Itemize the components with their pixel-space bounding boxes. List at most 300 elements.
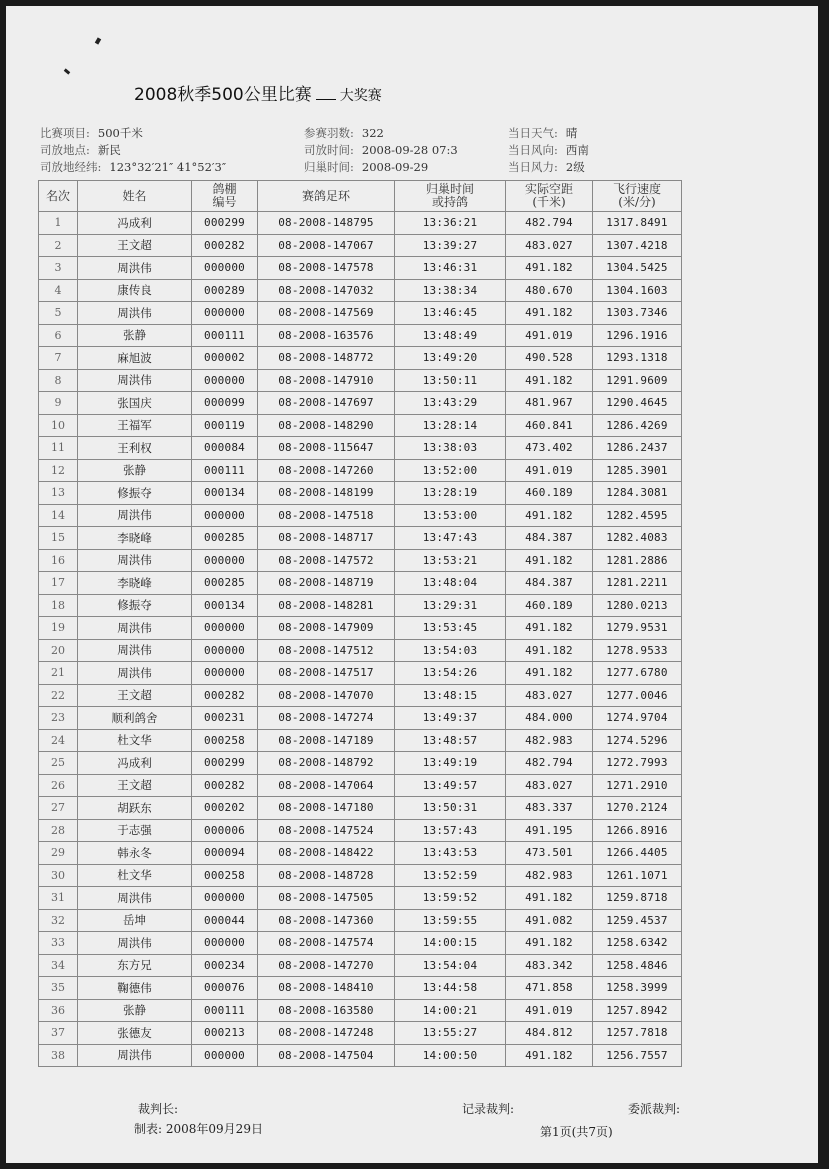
table-cell: 13:49:19 [395, 752, 506, 775]
table-cell: 1274.5296 [593, 729, 682, 752]
table-row [39, 347, 682, 370]
table-cell: 000094 [192, 842, 258, 865]
table-cell: 2 [39, 234, 78, 257]
results-table [38, 180, 682, 1067]
table-cell: 13:38:34 [395, 279, 506, 302]
table-cell: 000213 [192, 1022, 258, 1045]
table-cell: 周洪伟 [78, 257, 192, 280]
table-cell: 13:57:43 [395, 819, 506, 842]
table-cell: 490.528 [506, 347, 593, 370]
table-cell: 30 [39, 864, 78, 887]
table-cell: 25 [39, 752, 78, 775]
table-cell: 周洪伟 [78, 932, 192, 955]
table-cell: 08-2008-148410 [258, 977, 395, 1000]
table-cell: 杜文华 [78, 864, 192, 887]
table-cell: 27 [39, 797, 78, 820]
table-cell: 08-2008-147517 [258, 662, 395, 685]
table-row [39, 662, 682, 685]
table-cell: 000002 [192, 347, 258, 370]
table-row [39, 504, 682, 527]
info-release-site: 司放地点: 新民 [40, 143, 121, 157]
table-cell: 13:50:11 [395, 369, 506, 392]
table-cell: 1271.2910 [593, 774, 682, 797]
title-main: 2008秋季500公里比赛 [134, 85, 312, 105]
table-row [39, 437, 682, 460]
table-row [39, 999, 682, 1022]
table-cell: 08-2008-147910 [258, 369, 395, 392]
table-row [39, 572, 682, 595]
table-cell: 1279.9531 [593, 617, 682, 640]
table-cell: 000299 [192, 752, 258, 775]
table-row [39, 1022, 682, 1045]
table-cell: 14:00:15 [395, 932, 506, 955]
table-cell: 13:48:04 [395, 572, 506, 595]
table-cell: 1282.4083 [593, 527, 682, 550]
info-release-time: 司放时间: 2008-09-28 07:3 [304, 143, 458, 157]
table-cell: 1307.4218 [593, 234, 682, 257]
table-row [39, 527, 682, 550]
table-row [39, 932, 682, 955]
table-cell: 473.501 [506, 842, 593, 865]
table-cell: 000258 [192, 729, 258, 752]
table-cell: 24 [39, 729, 78, 752]
table-cell: 13:49:37 [395, 707, 506, 730]
table-cell: 1266.8916 [593, 819, 682, 842]
table-cell: 1257.8942 [593, 999, 682, 1022]
table-cell: 张国庆 [78, 392, 192, 415]
table-cell: 23 [39, 707, 78, 730]
table-cell: 491.182 [506, 1044, 593, 1067]
table-cell: 000258 [192, 864, 258, 887]
table-cell: 周洪伟 [78, 639, 192, 662]
table-cell: 13:53:21 [395, 549, 506, 572]
column-header: 实际空距 (千米) [506, 181, 593, 212]
table-cell: 08-2008-147569 [258, 302, 395, 325]
table-cell: 000289 [192, 279, 258, 302]
page-title [134, 80, 382, 105]
table-cell: 000282 [192, 684, 258, 707]
table-row [39, 639, 682, 662]
table-cell: 000000 [192, 887, 258, 910]
table-row [39, 887, 682, 910]
table-cell: 21 [39, 662, 78, 685]
table-cell: 000234 [192, 954, 258, 977]
table-cell: 000044 [192, 909, 258, 932]
table-cell: 29 [39, 842, 78, 865]
table-cell: 1277.6780 [593, 662, 682, 685]
column-header: 姓名 [78, 181, 192, 212]
table-cell: 冯成利 [78, 212, 192, 235]
table-cell: 1 [39, 212, 78, 235]
table-cell: 13:44:58 [395, 977, 506, 1000]
table-cell: 491.082 [506, 909, 593, 932]
table-cell: 周洪伟 [78, 617, 192, 640]
table-cell: 周洪伟 [78, 1044, 192, 1067]
table-cell: 顺利鸽舍 [78, 707, 192, 730]
table-cell: 13:43:29 [395, 392, 506, 415]
table-cell: 康传良 [78, 279, 192, 302]
info-return-time: 归巢时间: 2008-09-29 [304, 160, 429, 174]
info-wind-direction: 当日风向: 西南 [508, 143, 589, 157]
table-cell: 1317.8491 [593, 212, 682, 235]
table-row [39, 459, 682, 482]
table-row [39, 549, 682, 572]
column-header: 赛鸽足环 [258, 181, 395, 212]
table-cell: 22 [39, 684, 78, 707]
table-cell: 000282 [192, 774, 258, 797]
table-cell: 08-2008-147274 [258, 707, 395, 730]
table-cell: 08-2008-147032 [258, 279, 395, 302]
table-cell: 13:46:31 [395, 257, 506, 280]
table-cell: 13:48:49 [395, 324, 506, 347]
table-cell: 东方兄 [78, 954, 192, 977]
table-cell: 483.342 [506, 954, 593, 977]
table-cell: 8 [39, 369, 78, 392]
table-cell: 08-2008-148728 [258, 864, 395, 887]
table-cell: 王福军 [78, 414, 192, 437]
table-row [39, 1044, 682, 1067]
table-row [39, 369, 682, 392]
table-cell: 13:52:00 [395, 459, 506, 482]
table-cell: 000134 [192, 594, 258, 617]
table-cell: 460.189 [506, 482, 593, 505]
table-cell: 483.027 [506, 234, 593, 257]
table-cell: 13:53:45 [395, 617, 506, 640]
table-cell: 482.794 [506, 752, 593, 775]
table-cell: 000202 [192, 797, 258, 820]
table-cell: 张静 [78, 324, 192, 347]
table-cell: 1261.1071 [593, 864, 682, 887]
recording-referee-label: 记录裁判: [462, 1102, 515, 1116]
table-cell: 08-2008-147070 [258, 684, 395, 707]
table-cell: 张静 [78, 459, 192, 482]
table-cell: 1272.7993 [593, 752, 682, 775]
table-cell: 张静 [78, 999, 192, 1022]
table-cell: 5 [39, 302, 78, 325]
table-cell: 491.019 [506, 999, 593, 1022]
table-cell: 修振夺 [78, 482, 192, 505]
table-row [39, 774, 682, 797]
table-cell: 000111 [192, 324, 258, 347]
table-cell: 08-2008-147180 [258, 797, 395, 820]
table-cell: 000000 [192, 932, 258, 955]
table-row [39, 594, 682, 617]
table-cell: 35 [39, 977, 78, 1000]
table-cell: 000000 [192, 617, 258, 640]
table-cell: 483.027 [506, 774, 593, 797]
table-cell: 王文超 [78, 774, 192, 797]
table-cell: 000000 [192, 662, 258, 685]
table-cell: 13:49:20 [395, 347, 506, 370]
table-cell: 000231 [192, 707, 258, 730]
table-cell: 于志强 [78, 819, 192, 842]
table-cell: 08-2008-147360 [258, 909, 395, 932]
info-entries: 参赛羽数: 322 [304, 126, 384, 140]
table-cell: 000000 [192, 639, 258, 662]
table-cell: 000099 [192, 392, 258, 415]
table-cell: 491.182 [506, 302, 593, 325]
table-cell: 周洪伟 [78, 549, 192, 572]
table-cell: 王文超 [78, 684, 192, 707]
table-cell: 000076 [192, 977, 258, 1000]
table-cell: 482.983 [506, 729, 593, 752]
table-cell: 08-2008-163576 [258, 324, 395, 347]
table-cell: 13:49:57 [395, 774, 506, 797]
table-cell: 484.000 [506, 707, 593, 730]
table-cell: 16 [39, 549, 78, 572]
table-row [39, 707, 682, 730]
table-cell: 000111 [192, 459, 258, 482]
column-header: 归巢时间 或持鸽 [395, 181, 506, 212]
table-cell: 1286.4269 [593, 414, 682, 437]
table-cell: 08-2008-148422 [258, 842, 395, 865]
table-row [39, 324, 682, 347]
table-row [39, 257, 682, 280]
page-number: 第1页(共7页) [540, 1125, 613, 1139]
table-cell: 482.794 [506, 212, 593, 235]
table-cell: 000299 [192, 212, 258, 235]
table-cell: 1291.9609 [593, 369, 682, 392]
table-cell: 460.189 [506, 594, 593, 617]
table-cell: 13:39:27 [395, 234, 506, 257]
table-cell: 韩永冬 [78, 842, 192, 865]
table-cell: 000000 [192, 369, 258, 392]
table-cell: 1281.2211 [593, 572, 682, 595]
table-cell: 12 [39, 459, 78, 482]
table-cell: 000111 [192, 999, 258, 1022]
table-cell: 37 [39, 1022, 78, 1045]
table-cell: 13:47:43 [395, 527, 506, 550]
column-header: 飞行速度 (米/分) [593, 181, 682, 212]
table-cell: 08-2008-147270 [258, 954, 395, 977]
table-cell: 491.182 [506, 639, 593, 662]
table-cell: 冯成利 [78, 752, 192, 775]
table-cell: 483.027 [506, 684, 593, 707]
table-row [39, 909, 682, 932]
table-cell: 08-2008-147512 [258, 639, 395, 662]
table-cell: 王利权 [78, 437, 192, 460]
table-cell: 000006 [192, 819, 258, 842]
table-cell: 481.967 [506, 392, 593, 415]
table-row [39, 414, 682, 437]
table-cell: 1290.4645 [593, 392, 682, 415]
table-cell: 491.182 [506, 662, 593, 685]
table-cell: 13:46:45 [395, 302, 506, 325]
table-row [39, 617, 682, 640]
table-cell: 08-2008-147260 [258, 459, 395, 482]
table-cell: 1257.7818 [593, 1022, 682, 1045]
table-cell: 13:38:03 [395, 437, 506, 460]
table-cell: 08-2008-147909 [258, 617, 395, 640]
table-cell: 13:28:14 [395, 414, 506, 437]
table-cell: 1266.4405 [593, 842, 682, 865]
table-cell: 13:54:03 [395, 639, 506, 662]
table-cell: 6 [39, 324, 78, 347]
table-cell: 13:53:00 [395, 504, 506, 527]
table-cell: 1277.0046 [593, 684, 682, 707]
table-cell: 1274.9704 [593, 707, 682, 730]
table-cell: 1259.8718 [593, 887, 682, 910]
table-cell: 1270.2124 [593, 797, 682, 820]
column-header: 名次 [39, 181, 78, 212]
table-cell: 08-2008-147504 [258, 1044, 395, 1067]
table-cell: 36 [39, 999, 78, 1022]
table-cell: 13:28:19 [395, 482, 506, 505]
table-cell: 32 [39, 909, 78, 932]
table-cell: 9 [39, 392, 78, 415]
table-cell: 王文超 [78, 234, 192, 257]
table-cell: 18 [39, 594, 78, 617]
table-cell: 修振夺 [78, 594, 192, 617]
table-cell: 08-2008-147067 [258, 234, 395, 257]
table-cell: 1284.3081 [593, 482, 682, 505]
table-row [39, 797, 682, 820]
table-cell: 1286.2437 [593, 437, 682, 460]
table-cell: 08-2008-148717 [258, 527, 395, 550]
table-cell: 周洪伟 [78, 302, 192, 325]
made-by: 制表: 2008年09月29日 [134, 1122, 263, 1136]
table-cell: 460.841 [506, 414, 593, 437]
table-cell: 08-2008-163580 [258, 999, 395, 1022]
title-sub: 大奖赛 [339, 88, 382, 104]
table-cell: 13:54:04 [395, 954, 506, 977]
table-cell: 14:00:21 [395, 999, 506, 1022]
table-cell: 11 [39, 437, 78, 460]
table-cell: 08-2008-148290 [258, 414, 395, 437]
table-cell: 08-2008-148199 [258, 482, 395, 505]
table-row [39, 279, 682, 302]
table-cell: 491.182 [506, 369, 593, 392]
table-cell: 08-2008-115647 [258, 437, 395, 460]
info-coords: 司放地经纬: 123°32′21″ 41°52′3″ [40, 160, 227, 174]
table-cell: 1258.3999 [593, 977, 682, 1000]
table-cell: 1293.1318 [593, 347, 682, 370]
table-cell: 000000 [192, 504, 258, 527]
table-cell: 08-2008-147578 [258, 257, 395, 280]
table-cell: 08-2008-147697 [258, 392, 395, 415]
table-row [39, 392, 682, 415]
table-cell: 13:59:55 [395, 909, 506, 932]
table-cell: 08-2008-148281 [258, 594, 395, 617]
table-cell: 482.983 [506, 864, 593, 887]
table-cell: 7 [39, 347, 78, 370]
table-cell: 周洪伟 [78, 662, 192, 685]
table-cell: 491.182 [506, 549, 593, 572]
table-cell: 000119 [192, 414, 258, 437]
table-cell: 31 [39, 887, 78, 910]
table-cell: 1256.7557 [593, 1044, 682, 1067]
table-cell: 000000 [192, 302, 258, 325]
table-row [39, 234, 682, 257]
appointed-referee-label: 委派裁判: [628, 1102, 681, 1116]
table-cell: 491.182 [506, 504, 593, 527]
table-cell: 1281.2886 [593, 549, 682, 572]
table-body [39, 212, 682, 1067]
table-header-row [39, 181, 682, 212]
table-cell: 1259.4537 [593, 909, 682, 932]
table-cell: 13:48:57 [395, 729, 506, 752]
table-cell: 14:00:50 [395, 1044, 506, 1067]
table-cell: 000084 [192, 437, 258, 460]
table-cell: 13:52:59 [395, 864, 506, 887]
table-cell: 13:29:31 [395, 594, 506, 617]
table-cell: 491.182 [506, 932, 593, 955]
referee-chief-label: 裁判长: [138, 1102, 179, 1116]
table-cell: 08-2008-147524 [258, 819, 395, 842]
table-cell: 491.019 [506, 324, 593, 347]
info-weather: 当日天气: 晴 [508, 126, 578, 140]
table-cell: 1258.4846 [593, 954, 682, 977]
table-cell: 19 [39, 617, 78, 640]
table-row [39, 842, 682, 865]
table-row [39, 977, 682, 1000]
table-cell: 000134 [192, 482, 258, 505]
table-cell: 08-2008-147189 [258, 729, 395, 752]
table-cell: 1278.9533 [593, 639, 682, 662]
table-row [39, 819, 682, 842]
table-cell: 484.812 [506, 1022, 593, 1045]
table-cell: 13 [39, 482, 78, 505]
table-cell: 483.337 [506, 797, 593, 820]
table-cell: 08-2008-148719 [258, 572, 395, 595]
table-cell: 3 [39, 257, 78, 280]
table-cell: 473.402 [506, 437, 593, 460]
table-cell: 34 [39, 954, 78, 977]
table-cell: 491.019 [506, 459, 593, 482]
table-cell: 000000 [192, 1044, 258, 1067]
table-cell: 08-2008-147572 [258, 549, 395, 572]
table-cell: 484.387 [506, 572, 593, 595]
table-cell: 26 [39, 774, 78, 797]
title-underline [316, 85, 336, 100]
table-row [39, 729, 682, 752]
table-cell: 13:43:53 [395, 842, 506, 865]
table-cell: 周洪伟 [78, 369, 192, 392]
table-row [39, 684, 682, 707]
table-cell: 1285.3901 [593, 459, 682, 482]
table-cell: 491.182 [506, 257, 593, 280]
table-cell: 1282.4595 [593, 504, 682, 527]
table-row [39, 864, 682, 887]
table-cell: 000000 [192, 549, 258, 572]
table-cell: 杜文华 [78, 729, 192, 752]
info-wind-force: 当日风力: 2级 [508, 160, 585, 174]
table-cell: 491.182 [506, 887, 593, 910]
table-row [39, 482, 682, 505]
table-cell: 1303.7346 [593, 302, 682, 325]
table-cell: 周洪伟 [78, 887, 192, 910]
table-cell: 28 [39, 819, 78, 842]
table-cell: 张德友 [78, 1022, 192, 1045]
table-cell: 15 [39, 527, 78, 550]
table-cell: 33 [39, 932, 78, 955]
table-row [39, 752, 682, 775]
table-cell: 000000 [192, 257, 258, 280]
table-cell: 周洪伟 [78, 504, 192, 527]
table-cell: 麻旭波 [78, 347, 192, 370]
table-cell: 4 [39, 279, 78, 302]
table-cell: 480.670 [506, 279, 593, 302]
table-row [39, 954, 682, 977]
table-cell: 17 [39, 572, 78, 595]
table-cell: 13:54:26 [395, 662, 506, 685]
table-cell: 李晓峰 [78, 572, 192, 595]
table-cell: 胡跃东 [78, 797, 192, 820]
table-row [39, 212, 682, 235]
table-cell: 08-2008-148795 [258, 212, 395, 235]
table-cell: 08-2008-147518 [258, 504, 395, 527]
table-cell: 000285 [192, 527, 258, 550]
